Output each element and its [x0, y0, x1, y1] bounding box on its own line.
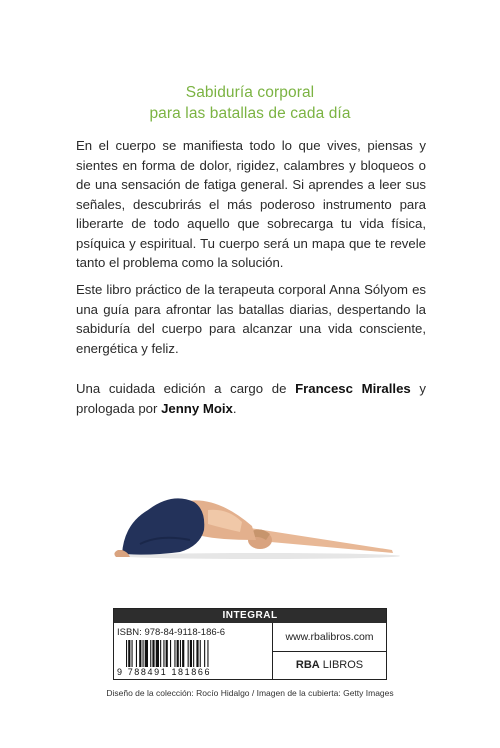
barcode-bar — [190, 640, 192, 670]
barcode-bar — [196, 640, 198, 670]
barcode-bar — [128, 640, 130, 670]
barcode-bar — [204, 640, 205, 670]
blurb-paragraph-1: En el cuerpo se manifiesta todo lo que vives, piensas y sientes en forma de dolor, rigidez, calambres y bloqueos o de una sensación de fatiga general. Si aprendes a leer sus señales, descubrirás el más poderoso instrumento para liberarte de todo aquello que sobrecarga tu vida física, psíquica y espiritual. Tu cuerpo será un mapa que te revele tanto el problema como la solución. — [76, 138, 426, 270]
barcode-bar — [193, 640, 194, 670]
heading-line-1: Sabiduría corporal — [185, 84, 315, 101]
blurb-paragraph-2: Este libro práctico de la terapeuta corporal Anna Sólyom es una guía para afrontar las batallas diarias, despertando la sabiduría del cuerpo para alcanzar una vida consciente, energética y feliz. — [76, 282, 426, 356]
barcode-bar — [180, 640, 181, 670]
barcode-bar — [160, 640, 161, 670]
barcode-bar — [166, 640, 168, 670]
barcode-bar — [156, 640, 159, 670]
barcode-bar — [132, 640, 133, 670]
barcode-bar — [170, 640, 171, 670]
publisher-logo-text — [273, 652, 386, 679]
p3-text-b: y prologada por — [76, 381, 426, 416]
publisher-name-bold: RBA — [295, 659, 320, 671]
p3-text-a: Una cuidada edición a cargo de — [76, 381, 296, 396]
barcode-bar — [152, 640, 154, 670]
prologue-author-name: Jenny Moix — [161, 400, 233, 416]
publisher-website: www.rbalibros.com — [285, 631, 374, 643]
barcode-bar — [200, 640, 201, 670]
barcode-bar — [207, 640, 208, 670]
p3-text-c: . — [232, 400, 237, 416]
barcode-bar — [174, 640, 175, 670]
design-credits: Diseño de la colección: Rocío Hidalgo / Imagen de la cubierta: Getty Images — [106, 688, 394, 698]
isbn-text: ISBN: 978-84-9118-186-6 — [117, 627, 226, 638]
barcode-bar — [139, 640, 141, 670]
barcode-number: 9 788491 181866 — [117, 667, 212, 677]
barcode-bar — [136, 640, 137, 670]
blurb-paragraph-3 — [76, 379, 426, 418]
navy-pants — [122, 498, 204, 554]
barcode-bar — [177, 640, 179, 670]
barcode-bar — [188, 640, 189, 670]
publisher-info-box — [113, 608, 387, 680]
collection-bar: INTEGRAL — [114, 609, 386, 623]
floor-shadow — [120, 553, 400, 559]
barcode-bar — [182, 640, 184, 670]
editor-name: Francesc Miralles — [295, 381, 411, 396]
back-cover-heading — [0, 82, 500, 124]
barcode — [118, 640, 268, 670]
barcode-bar — [145, 640, 148, 670]
heading-line-2: para las batallas de cada día — [149, 105, 351, 122]
barcode-bar — [126, 640, 127, 670]
barcode-bar — [143, 640, 144, 670]
yoga-pose-illustration — [110, 480, 400, 560]
barcode-bar — [150, 640, 151, 670]
publisher-name-rest: LIBROS — [319, 659, 364, 671]
barcode-bar — [163, 640, 164, 670]
